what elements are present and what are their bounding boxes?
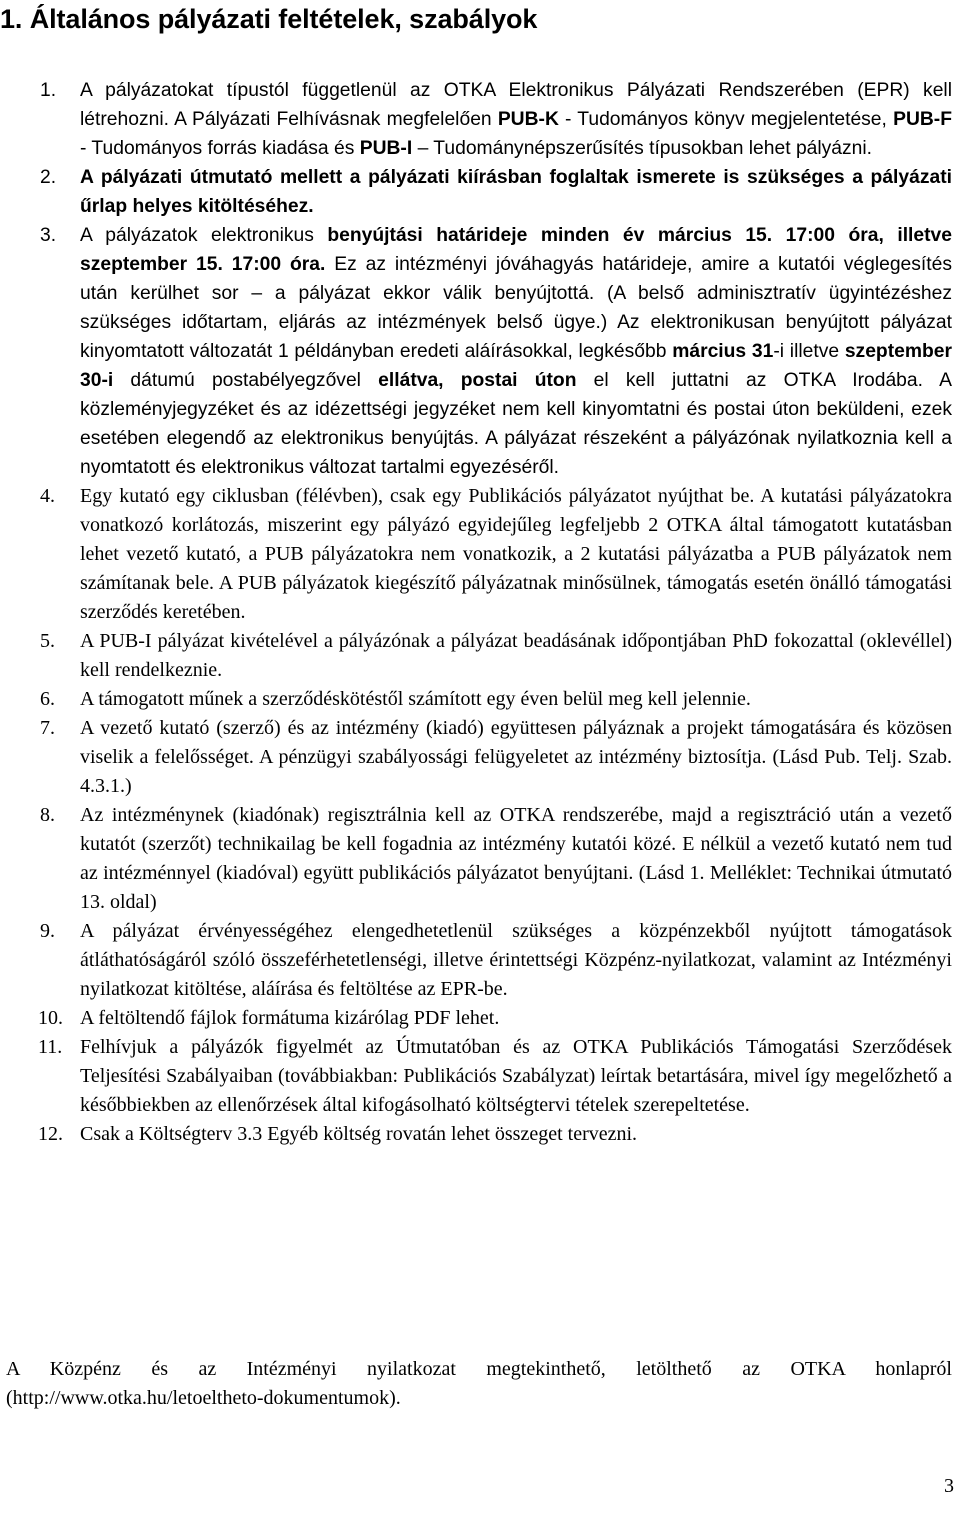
- list-item: [0, 714, 960, 801]
- item-number: 3.: [40, 225, 57, 246]
- item-number: 9.: [40, 920, 55, 942]
- bold-text-run: benyújtási határideje minden év március 15. 17:00 óra, illetve szeptember 15. 17:00 óra.: [80, 225, 952, 275]
- text-run: - Tudományos forrás kiadása és: [80, 138, 360, 159]
- item-text: [80, 1007, 499, 1029]
- item-text: [80, 920, 952, 1000]
- list-item: [0, 163, 960, 221]
- bold-text-run: szeptember 30-i: [80, 341, 952, 391]
- item-text: [80, 688, 751, 710]
- bold-text-run: ellátva, postai úton: [378, 370, 577, 391]
- text-run: A pályázatok elektronikus: [80, 225, 328, 246]
- item-number: 7.: [40, 717, 55, 739]
- text-run: A pályázat érvényességéhez elengedhetetlenül szükséges a közpénzekből nyújtott támogatások átláthatóságáról szóló összeférhetetlenségi, illetve érintettségi Közpénz-nyilatkozat, valamint az Intézményi nyilatkozat kitöltése, aláírása és feltöltése az EPR-be.: [80, 920, 952, 1000]
- bold-text-run: PUB-K: [497, 109, 559, 130]
- list-item: [0, 76, 960, 163]
- text-run: A feltöltendő fájlok formátuma kizárólag PDF lehet.: [80, 1007, 500, 1029]
- item-number: 12.: [38, 1123, 63, 1145]
- item-number: 5.: [40, 630, 55, 652]
- item-text: [80, 1123, 637, 1145]
- text-run: A pályázatokat típustól függetlenül az OTKA Elektronikus Pályázati Rendszerében (EPR) kell létrehozni. A Pályázati Felhívásnak megfelelően: [80, 80, 952, 130]
- item-text: [80, 1036, 952, 1116]
- text-run: el kell juttatni az OTKA Irodába. A közleményjegyzéket és az idézettségi jegyzéket nem kell kinyomtatni és postai úton beküldeni, ezek esetében elegendő az elektronikus benyújtás. A pályázat részeként a pályázónak nyilatkoznia kell a nyomtatott és elektronikus változat tartalmi egyezéséről.: [80, 370, 952, 478]
- list-item: [0, 482, 960, 627]
- item-number: 11.: [38, 1036, 63, 1058]
- item-text: [80, 630, 952, 681]
- rules-list: [0, 76, 960, 1149]
- text-run: Ez az intézményi jóváhagyás határideje, amire a kutatói véglegesítés után kerülhet sor – a pályázat ekkor válik benyújtottá. (A belső adminisztratív ügyintézéshez szükséges időtartam, eljárás az intézmények belső ügye.) Az elektronikusan benyújtott pályázat kinyomtatott változatát 1 példányban eredeti aláírásokkal, legkésőbb: [80, 254, 952, 362]
- text-run: A támogatott műnek a szerződéskötéstől számított egy éven belül meg kell jelennie.: [80, 688, 751, 710]
- text-run: Egy kutató egy ciklusban (félévben), csak egy Publikációs pályázatot nyújthat be. A kutatási pályázatokra vonatkozó korlátozás, miszerint egy pályázó egyidejűleg legfeljebb 2 OTKA által támogatott kutatásban lehet vezető kutató, a PUB pályázatokra nem vonatkozik, a 2 kutatási pályázatba a PUB pályázatok nem számítanak bele. A PUB pályázatok kiegészítő pályázatnak minősülnek, támogatás esetén önálló támogatási szerződés keretében.: [80, 485, 952, 623]
- text-run: A vezető kutató (szerző) és az intézmény (kiadó) együttesen pályáznak a projekt támogatására és közösen viselik a felelősséget. A pénzügyi szabályossági felügyeletet az intézmény biztosítja. (Lásd Pub. Telj. Szab. 4.3.1.): [80, 717, 952, 797]
- page-number: 3: [944, 1475, 954, 1497]
- item-text: [80, 167, 952, 217]
- text-run: Csak a Költségterv 3.3 Egyéb költség rovatán lehet összeget tervezni.: [80, 1123, 638, 1145]
- text-run: A PUB-I pályázat kivételével a pályázónak a pályázat beadásának időpontjában PhD fokozattal (oklevéllel) kell rendelkeznie.: [80, 630, 952, 681]
- list-item: [0, 917, 960, 1004]
- item-text: [80, 80, 952, 159]
- text-run: Az intézménynek (kiadónak) regisztrálnia kell az OTKA rendszerébe, majd a regisztráció után a vezető kutatót (szerzőt) technikailag be kell fogadnia az intézmény kutatói közé. E nélkül a vezető kutató nem tud az intézménnyel (kiadóval) együtt publikációs pályázatot benyújtani. (Lásd 1. Melléklet: Technikai útmutató 13. oldal): [80, 804, 952, 913]
- list-item: [0, 221, 960, 482]
- item-number: 4.: [40, 485, 55, 507]
- section-heading: 1. Általános pályázati feltételek, szabályok: [0, 4, 538, 34]
- item-number: 10.: [38, 1007, 63, 1029]
- text-run: Felhívjuk a pályázók figyelmét az Útmutatóban és az OTKA Publikációs Támogatási Szerződések Teljesítési Szabályaiban (továbbiakban: Publikációs Szabályzat) leírtak betartására, mivel így megelőzhető a későbbiekben az ellenőrzések által kifogásolható költségtervi tételek szerepeltetése.: [80, 1036, 952, 1116]
- item-text: [80, 225, 952, 478]
- text-run: -i illetve: [773, 341, 845, 362]
- list-item: [0, 685, 960, 714]
- bold-text-run: A pályázati útmutató mellett a pályázati kiírásban foglaltak ismerete is szükséges a pályázati űrlap helyes kitöltéséhez.: [80, 167, 952, 217]
- list-item: [0, 801, 960, 917]
- item-text: [80, 717, 952, 797]
- bold-text-run: PUB-I: [359, 138, 413, 159]
- item-number: 2.: [40, 167, 57, 188]
- item-text: [80, 485, 952, 623]
- text-run: - Tudományos könyv megjelentetése,: [558, 109, 894, 130]
- bold-text-run: március 31: [672, 341, 774, 362]
- item-text: [80, 804, 952, 913]
- list-item: [0, 627, 960, 685]
- text-run: – Tudománynépszerűsítés típusokban lehet pályázni.: [412, 138, 873, 159]
- list-item: [0, 1120, 960, 1149]
- item-number: 8.: [40, 804, 55, 826]
- bold-text-run: PUB-F: [893, 109, 952, 130]
- footer-note: A Közpénz és az Intézményi nyilatkozat megtekinthető, letölthető az OTKA honlapról (http://www.otka.hu/letoeltheto-dokumentumok).: [6, 1358, 952, 1409]
- text-run: dátumú postabélyegzővel: [113, 370, 379, 391]
- list-item: [0, 1004, 960, 1033]
- list-item: [0, 1033, 960, 1120]
- item-number: 1.: [40, 80, 57, 101]
- item-number: 6.: [40, 688, 55, 710]
